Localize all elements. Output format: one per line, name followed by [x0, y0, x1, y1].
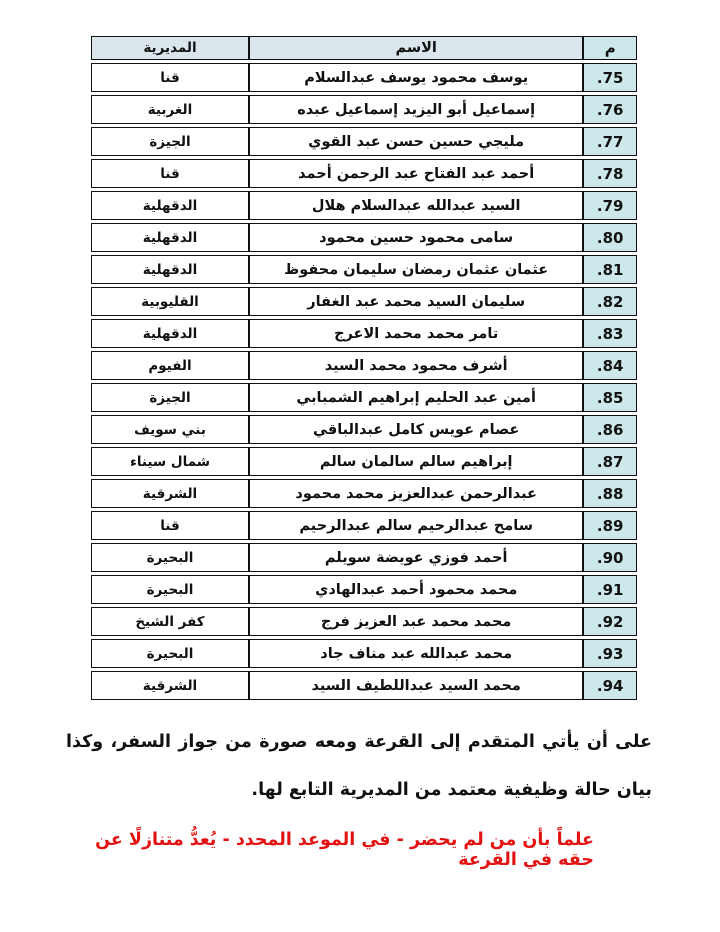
directorate: الدقهلية: [91, 223, 249, 252]
row-number: .79: [583, 191, 637, 220]
directorate: قنا: [91, 63, 249, 92]
table-row: [91, 511, 637, 540]
directorate: الشرقية: [91, 671, 249, 700]
row-number: .84: [583, 351, 637, 380]
applicant-name: أحمد عبد الفتاح عبد الرحمن أحمد: [249, 159, 583, 188]
applicant-name: السيد عبدالله عبدالسلام هلال: [249, 191, 583, 220]
directorate: الفيوم: [91, 351, 249, 380]
row-number: .93: [583, 639, 637, 668]
row-number: .94: [583, 671, 637, 700]
directorate: الجيزة: [91, 383, 249, 412]
directorate: شمال سيناء: [91, 447, 249, 476]
row-number: .76: [583, 95, 637, 124]
applicant-name: مليجي حسين حسن عبد القوي: [249, 127, 583, 156]
applicant-name: محمد عبدالله عبد مناف جاد: [249, 639, 583, 668]
applicant-name: محمد محمد عبد العزيز فرج: [249, 607, 583, 636]
directorate: قنا: [91, 159, 249, 188]
applicant-name: إبراهيم سالم سالمان سالم: [249, 447, 583, 476]
directorate: البحيرة: [91, 575, 249, 604]
row-number: .92: [583, 607, 637, 636]
row-number: .83: [583, 319, 637, 348]
table-row: [91, 63, 637, 92]
applicant-name: عصام عويس كامل عبدالباقي: [249, 415, 583, 444]
row-number: .87: [583, 447, 637, 476]
table-row: [91, 479, 637, 508]
red-warning-note: علماً بأن من لم يحضر - في الموعد المحدد - يُعدُّ متنازلًا عن حقه في القرعة: [95, 829, 594, 870]
header-directorate: المديرية: [91, 36, 249, 60]
row-number: .91: [583, 575, 637, 604]
applicant-name: أمين عبد الحليم إبراهيم الشمبابي: [249, 383, 583, 412]
table-row: [91, 95, 637, 124]
table-body: [91, 63, 637, 700]
table-row: [91, 575, 637, 604]
applicant-name: سليمان السيد محمد عبد الغفار: [249, 287, 583, 316]
header-row: [91, 36, 637, 60]
table-header: [91, 36, 637, 60]
directorate: الدقهلية: [91, 319, 249, 348]
table-row: [91, 447, 637, 476]
table-row: [91, 639, 637, 668]
applicant-name: تامر محمد محمد الاعرج: [249, 319, 583, 348]
row-number: .85: [583, 383, 637, 412]
directorate: الدقهلية: [91, 191, 249, 220]
table-row: [91, 255, 637, 284]
table-row: [91, 543, 637, 572]
directorate: كفر الشيخ: [91, 607, 249, 636]
directorate: الشرقية: [91, 479, 249, 508]
table-row: [91, 191, 637, 220]
directorate: القليوبية: [91, 287, 249, 316]
applicant-name: سامى محمود حسين محمود: [249, 223, 583, 252]
table-row: [91, 223, 637, 252]
table-row: [91, 415, 637, 444]
applicant-name: عبدالرحمن عبدالعزيز محمد محمود: [249, 479, 583, 508]
applicant-name: أحمد فوزي عويضة سويلم: [249, 543, 583, 572]
row-number: .90: [583, 543, 637, 572]
table-row: [91, 351, 637, 380]
applicant-name: محمد السيد عبداللطيف السيد: [249, 671, 583, 700]
row-number: .75: [583, 63, 637, 92]
directorate: الجيزة: [91, 127, 249, 156]
applicant-name: إسماعيل أبو اليزيد إسماعيل عبده: [249, 95, 583, 124]
applicant-name: محمد محمود أحمد عبدالهادي: [249, 575, 583, 604]
header-name: الاسم: [249, 36, 583, 60]
row-number: .80: [583, 223, 637, 252]
directorate: بني سويف: [91, 415, 249, 444]
row-number: .77: [583, 127, 637, 156]
row-number: .86: [583, 415, 637, 444]
footer-note: على أن يأتي المتقدم إلى القرعة ومعه صورة من جواز السفر، وكذا بيان حالة وظيفية معتمد من المديرية التابع لها.: [66, 731, 652, 800]
applicant-name: سامح عبدالرحيم سالم عبدالرحيم: [249, 511, 583, 540]
row-number: .81: [583, 255, 637, 284]
directorate: قنا: [91, 511, 249, 540]
table-row: [91, 319, 637, 348]
applicant-name: عثمان عثمان رمضان سليمان محفوظ: [249, 255, 583, 284]
row-number: .78: [583, 159, 637, 188]
table-row: [91, 127, 637, 156]
table-row: [91, 607, 637, 636]
directorate: البحيرة: [91, 543, 249, 572]
table-row: [91, 671, 637, 700]
applicants-table: [91, 33, 637, 703]
applicant-name: يوسف محمود يوسف عبدالسلام: [249, 63, 583, 92]
applicant-name: أشرف محمود محمد السيد: [249, 351, 583, 380]
table-row: [91, 287, 637, 316]
row-number: .82: [583, 287, 637, 316]
table-row: [91, 159, 637, 188]
row-number: .88: [583, 479, 637, 508]
directorate: الغربية: [91, 95, 249, 124]
header-number: م: [583, 36, 637, 60]
directorate: البحيرة: [91, 639, 249, 668]
directorate: الدقهلية: [91, 255, 249, 284]
row-number: .89: [583, 511, 637, 540]
table-row: [91, 383, 637, 412]
